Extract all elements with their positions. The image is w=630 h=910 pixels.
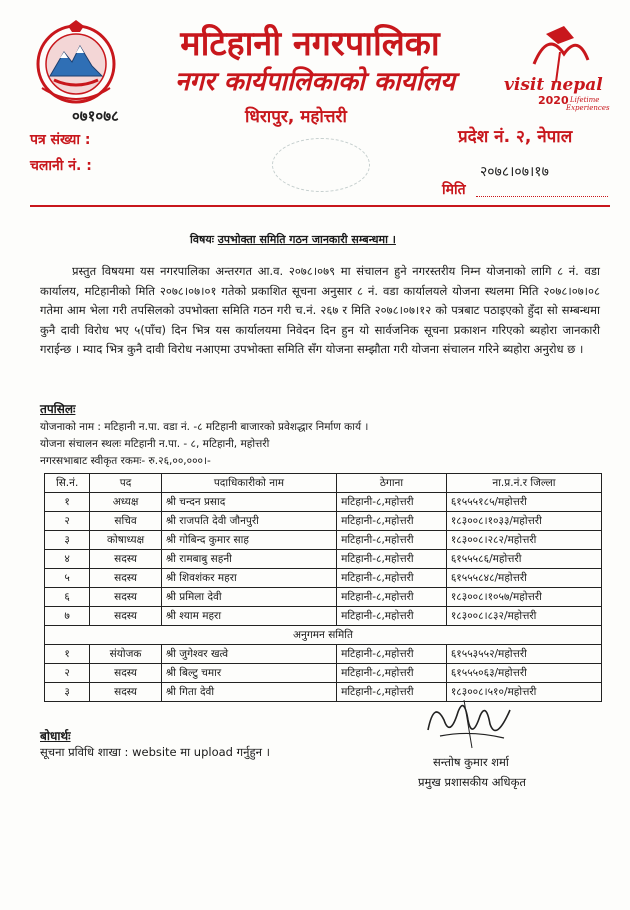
committee-table [44, 473, 602, 702]
body-paragraph: प्रस्तुत विषयमा यस नगरपालिका अन्तरगत आ.व. २०७८।०७९ मा संचालन हुने नगरस्तरीय निम्न योजनाको लागि ८ नं. वडा कार्यालय, मटिहानीको मिति २०७८।०७।०१ गतेको प्रकाशित सूचना अनुसार ८ नं. वडा कार्यालयले योजना स्थलमा मिति २०७८।०७।०८ गतेमा आम भेला गरी तपसिलको उपभोक्ता समिति गठन गरी च.नं. २६७ र मिति २०७८।०७।१२ को पत्रबाट पठाइएको हुँदा सो सम्बन्धमा कुनै दावी विरोध भए ५(पाँच) दिन भित्र यस कार्यालयमा निवेदन दिन हुन यो सार्वजनिक सूचना प्रकाशन गरिएको ब्यहोरा जानकारी गराईन्छ । म्याद भित्र कुनै दावी विरोध नआएमा उपभोक्ता समिति सँग योजना सम्झौता गरी योजना संचालन गरिने ब्यहोरा अनुरोध छ । [40, 264, 600, 356]
cell-citizenship: ६१५५५०६३/महोत्तरी [446, 664, 601, 683]
cell-name: श्री चन्दन प्रसाद [161, 493, 336, 512]
cell-name: श्री गोबिन्द कुमार साह [161, 531, 336, 550]
cell-address: मटिहानी-८,महोत्तरी [337, 683, 447, 702]
patra-sankhya-label: पत्र संख्या : [30, 132, 91, 148]
signatory-designation: प्रमुख प्रशासकीय अधिकृत [418, 775, 526, 789]
cell-post: सदस्य [90, 607, 162, 626]
cell-sn: ७ [45, 607, 90, 626]
office-stamp [272, 138, 370, 192]
table-row [45, 645, 602, 664]
office-title: नगर कार्यपालिकाको कार्यालय [174, 67, 456, 97]
cell-citizenship: १८३००८।२८२/महोत्तरी [446, 531, 601, 550]
cell-sn: ५ [45, 569, 90, 588]
cell-name: श्री शिवशंकर महरा [161, 569, 336, 588]
table-row [45, 550, 602, 569]
code-number: ०७१०७८ [72, 107, 119, 125]
cell-sn: १ [45, 645, 90, 664]
date-value: २०७८।०७।१७ [480, 164, 549, 180]
cell-address: मटिहानी-८,महोत्तरी [337, 531, 447, 550]
table-row [45, 531, 602, 550]
cell-sn: ६ [45, 588, 90, 607]
cell-post: सदस्य [90, 683, 162, 702]
col-header-name: पदाधिकारीको नाम [161, 474, 336, 493]
project-budget: नगरसभाबाट स्वीकृत रकमः- रु.२६,००,०००।- [40, 455, 211, 467]
project-name: योजनाको नाम : मटिहानी न.पा. वडा नं. -८ मटिहानी बाजारको प्रवेशद्धार निर्माण कार्य । [40, 421, 369, 433]
cell-post: सदस्य [90, 569, 162, 588]
visit-nepal-year: 2020 [538, 94, 569, 107]
cell-sn: १ [45, 493, 90, 512]
nepal-emblem-icon [32, 18, 120, 106]
cell-address: मटिहानी-८,महोत्तरी [337, 569, 447, 588]
date-underline [476, 196, 608, 197]
cell-address: मटिहानी-८,महोत्तरी [337, 512, 447, 531]
cell-post: सचिव [90, 512, 162, 531]
cell-address: मटिहानी-८,महोत्तरी [337, 588, 447, 607]
cell-name: श्री बिल्टु चमार [161, 664, 336, 683]
cell-citizenship: १८३००८।१०५७/महोत्तरी [446, 588, 601, 607]
cell-name: श्री गिता देवी [161, 683, 336, 702]
cell-post: सदस्य [90, 550, 162, 569]
cell-citizenship: ६१५५५८४८/महोत्तरी [446, 569, 601, 588]
office-address: धिरापुर, महोत्तरी [245, 107, 347, 127]
cell-citizenship: ६१५५३५५२/महोत्तरी [446, 645, 601, 664]
subject-line [190, 232, 396, 247]
chalani-number-label: चलानी नं. : [30, 158, 92, 174]
cell-address: मटिहानी-८,महोत्तरी [337, 645, 447, 664]
monitoring-heading-row [45, 626, 602, 645]
cell-sn: २ [45, 664, 90, 683]
cell-name: श्री जुगेश्वर खत्वे [161, 645, 336, 664]
cell-name: श्री राजपति देवी जौनपुरी [161, 512, 336, 531]
table-row [45, 569, 602, 588]
tapasil-label: तपसिलः [40, 402, 76, 416]
cell-address: मटिहानी-८,महोत्तरी [337, 493, 447, 512]
table-row [45, 512, 602, 531]
signatory-name: सन्तोष कुमार शर्मा [433, 755, 509, 769]
table-row [45, 588, 602, 607]
cell-post: कोषाध्यक्ष [90, 531, 162, 550]
province-label: प्रदेश नं. २, नेपाल [458, 127, 573, 147]
subject-text: उपभोक्ता समिति गठन जानकारी सम्बन्धमा । [217, 233, 396, 246]
col-header-citizenship: ना.प्र.नं.र जिल्ला [446, 474, 601, 493]
visit-nepal-tag2: Experiences [566, 104, 610, 112]
cell-address: मटिहानी-८,महोत्तरी [337, 664, 447, 683]
cell-name: श्री श्याम महरा [161, 607, 336, 626]
cell-address: मटिहानी-८,महोत्तरी [337, 550, 447, 569]
visit-nepal-text: visit nepal [504, 75, 603, 95]
cell-citizenship: १८३००८।८३२/महोत्तरी [446, 607, 601, 626]
cell-citizenship: ६१५५५८६/महोत्तरी [446, 550, 601, 569]
table-row [45, 607, 602, 626]
cell-citizenship: १८३००८।१०३३/महोत्तरी [446, 512, 601, 531]
col-header-post: पद [90, 474, 162, 493]
cell-name: श्री प्रमिला देवी [161, 588, 336, 607]
signature-mark [420, 690, 520, 752]
cell-post: अध्यक्ष [90, 493, 162, 512]
cell-citizenship: ६१५५५१८५/महोत्तरी [446, 493, 601, 512]
col-header-sn: सि.नं. [45, 474, 90, 493]
monitoring-heading: अनुगमन समिति [45, 626, 602, 645]
subject-label: विषयः [190, 233, 214, 246]
cell-name: श्री रामबाबु सहनी [161, 550, 336, 569]
municipality-title: मटिहानी नगरपालिका [180, 24, 440, 64]
table-header-row [45, 474, 602, 493]
visit-nepal-tag1: Lifetime [570, 96, 600, 104]
cell-post: संयोजक [90, 645, 162, 664]
cell-sn: ४ [45, 550, 90, 569]
bodharth-label: बोधार्थः [40, 729, 71, 743]
suchana-line: सूचना प्रविधि शाखा : website मा upload गर्नुहुन । [40, 745, 270, 759]
col-header-address: ठेगाना [337, 474, 447, 493]
cell-citizenship: १८३००८।५१०/महोत्तरी [446, 683, 601, 702]
cell-sn: ३ [45, 531, 90, 550]
visit-nepal-logo [504, 24, 612, 116]
table-row [45, 493, 602, 512]
header-divider [30, 205, 610, 207]
project-location: योजना संचालन स्थलः मटिहानी न.पा. - ८, मटिहानी, महोत्तरी [40, 438, 270, 450]
cell-address: मटिहानी-८,महोत्तरी [337, 607, 447, 626]
cell-post: सदस्य [90, 664, 162, 683]
table-row [45, 664, 602, 683]
cell-sn: २ [45, 512, 90, 531]
date-label: मिति [442, 182, 466, 198]
cell-sn: ३ [45, 683, 90, 702]
cell-post: सदस्य [90, 588, 162, 607]
